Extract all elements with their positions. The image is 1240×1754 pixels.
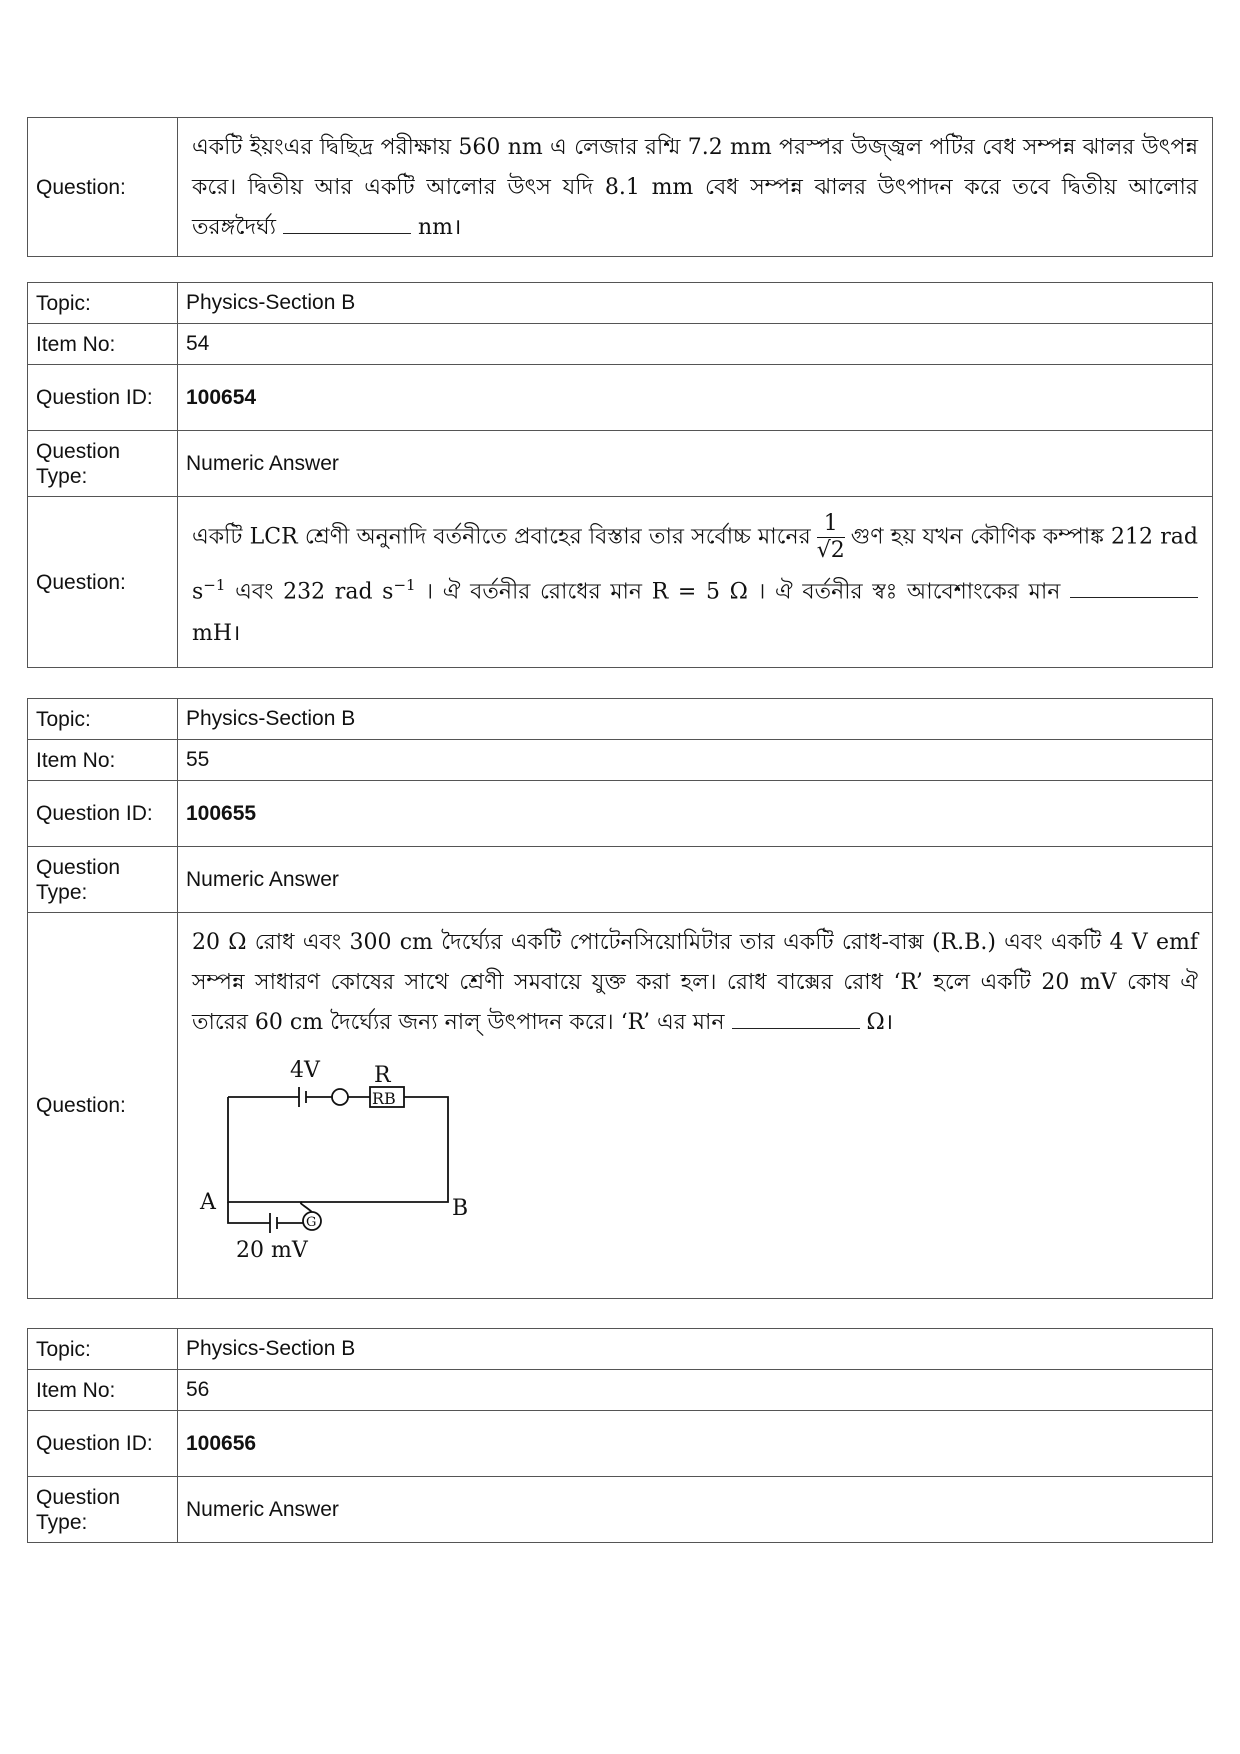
key-icon	[332, 1089, 348, 1105]
item-no-label: Item No:	[28, 1370, 178, 1411]
question-text	[192, 923, 1198, 1043]
topic-value: Physics-Section B	[178, 699, 1213, 740]
circuit-diagram	[192, 1057, 512, 1287]
answer-unit: mH।	[192, 621, 241, 647]
label-rb: RB	[372, 1089, 396, 1108]
fraction	[817, 511, 845, 564]
label-b: B	[452, 1196, 469, 1221]
question-id-label: Question ID:	[28, 365, 178, 431]
wire-secondary-left	[228, 1202, 270, 1223]
answer-blank	[732, 1006, 860, 1029]
question-cell	[178, 118, 1213, 257]
potentiometer-circuit	[192, 1057, 1198, 1287]
question-cell	[178, 497, 1213, 668]
question-type-value: Numeric Answer	[178, 1477, 1213, 1543]
question-body: 20 Ω রোধ এবং 300 cm দৈর্ঘ্যের একটি পোটেনসিয়োমিটার তার একটি রোধ-বাক্স (R.B.) এবং একটি 4 V emf সম্পন্ন সাধারণ কোষের সাথে শ্রেণী সমবায়ে যুক্ত করা হল। রোধ বাক্সের রোধ ‘R’ হলে একটি 20 mV কোষ ঐ তারের 60 cm দৈর্ঘ্যের জন্য নাল্ উৎপাদন করে। ‘R’ এর মান	[192, 930, 1198, 1035]
question-label: Question:	[28, 913, 178, 1299]
topic-value: Physics-Section B	[178, 283, 1213, 324]
question-type-label: Question Type:	[28, 1477, 178, 1543]
question-id-value: 100656	[178, 1411, 1213, 1477]
topic-label: Topic:	[28, 1329, 178, 1370]
question-body-1: একটি LCR শ্রেণী অনুনাদি বর্তনীতে প্রবাহের বিস্তার তার সর্বোচ্চ মানের	[192, 524, 811, 550]
question-label: Question:	[28, 118, 178, 257]
question-id-value: 100655	[178, 781, 1213, 847]
exponent: −1	[393, 575, 416, 594]
question-block-53	[27, 117, 1213, 257]
question-id-label: Question ID:	[28, 1411, 178, 1477]
label-a: A	[200, 1190, 216, 1215]
answer-unit: nm।	[417, 215, 462, 240]
question-text	[192, 511, 1198, 655]
question-text	[192, 128, 1198, 248]
item-no-value: 56	[178, 1370, 1213, 1411]
topic-label: Topic:	[28, 283, 178, 324]
item-no-label: Item No:	[28, 740, 178, 781]
exponent: −1	[203, 575, 226, 594]
question-block-55	[27, 698, 1213, 1299]
question-body-4: । ঐ বর্তনীর রোধের মান R = 5 Ω । ঐ বর্তনীর স্বঃ আবেশাংকের মান	[425, 579, 1061, 605]
jockey-wire	[301, 1202, 312, 1212]
topic-label: Topic:	[28, 699, 178, 740]
question-cell	[178, 913, 1213, 1299]
item-no-label: Item No:	[28, 324, 178, 365]
question-type-value: Numeric Answer	[178, 431, 1213, 497]
label-4v: 4V	[290, 1058, 320, 1083]
question-block-56	[27, 1328, 1213, 1543]
answer-unit: Ω।	[866, 1010, 894, 1035]
question-type-value: Numeric Answer	[178, 847, 1213, 913]
question-label: Question:	[28, 497, 178, 668]
answer-blank	[283, 211, 411, 234]
label-g: G	[306, 1215, 317, 1230]
question-block-54	[27, 282, 1213, 668]
question-body-3: এবং 232 rad s	[235, 579, 394, 605]
item-no-value: 55	[178, 740, 1213, 781]
fraction-denominator: √2	[816, 537, 845, 563]
question-id-label: Question ID:	[28, 781, 178, 847]
wire-loop	[228, 1097, 448, 1202]
question-id-value: 100654	[178, 365, 1213, 431]
label-20mv: 20 mV	[236, 1238, 308, 1263]
topic-value: Physics-Section B	[178, 1329, 1213, 1370]
label-r: R	[374, 1063, 391, 1088]
fraction-numerator: 1	[817, 511, 845, 538]
answer-blank	[1070, 575, 1198, 598]
question-body-2: গুণ হয় যখন কৌণিক কম্পাঙ্ক 212 rad s	[192, 524, 1198, 605]
question-type-label: Question Type:	[28, 431, 178, 497]
question-type-label: Question Type:	[28, 847, 178, 913]
item-no-value: 54	[178, 324, 1213, 365]
question-body: একটি ইয়ংএর দ্বিছিদ্র পরীক্ষায় 560 nm এ লেজার রশ্মি 7.2 mm পরস্পর উজ্জ্বল পটির বেধ সম্পন্ন ঝালর উৎপন্ন করে। দ্বিতীয় আর একটি আলোর উৎস যদি 8.1 mm বেধ সম্পন্ন ঝালর উৎপাদন করে তবে দ্বিতীয় আলোর তরঙ্গদৈর্ঘ্য	[192, 135, 1198, 240]
